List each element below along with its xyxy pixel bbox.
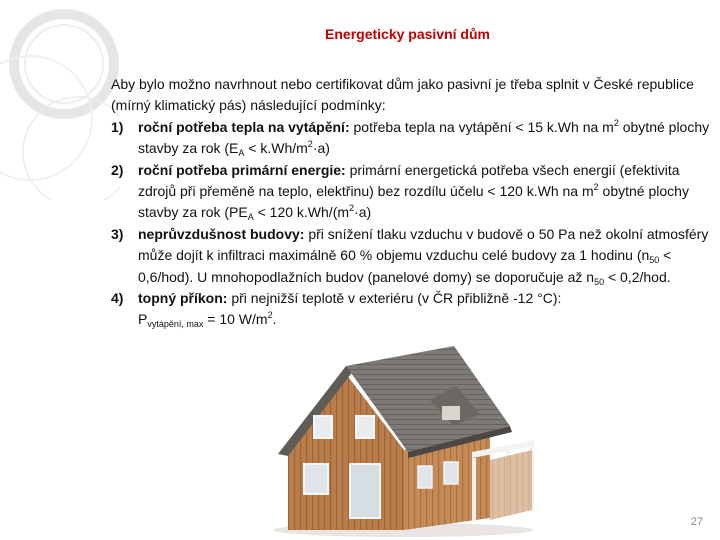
condition-term: neprůvzdušnost budovy:: [138, 225, 305, 242]
condition-text: při nejnižší teplotě v exteriéru (v ČR přibližně -12 °C):: [227, 290, 562, 307]
superscript-2: 2: [267, 310, 273, 321]
condition-term: topný příkon:: [138, 290, 228, 307]
condition-text: potřeba tepla na vytápění < 15 k.Wh na m: [349, 118, 614, 135]
superscript-2: 2: [307, 139, 313, 150]
condition-text: při snížení tlaku vzduchu v budově o 50 Pa než okolní atmosféry může dojít k infiltraci maximálně 60 % objemu vzduchu celé budovy za 1 hodinu (n: [138, 225, 709, 264]
superscript-2: 2: [613, 117, 619, 128]
house-illustration: [258, 340, 538, 538]
conditions-list: [111, 117, 711, 331]
condition-text: < 0,6/hod). U mnohopodlažních budov (panelové domy) se doporučuje až n: [138, 247, 672, 285]
condition-item-4: [111, 288, 711, 331]
page-number: 27: [690, 516, 703, 528]
condition-term: roční potřeba primární energie:: [138, 161, 346, 178]
subscript-a: A: [238, 148, 245, 159]
condition-item-2: [111, 160, 711, 224]
subscript-a: A: [247, 212, 254, 223]
item-number: 1): [111, 118, 124, 135]
condition-item-1: [111, 117, 711, 160]
condition-text: .: [272, 311, 277, 328]
formula-subscript: vytápění, max: [147, 319, 204, 330]
condition-text: obytné plochy stavby za rok (PE: [138, 183, 689, 221]
formula-symbol: P: [138, 311, 148, 328]
intro-paragraph: Aby bylo možno navrhnout nebo certifikovat dům jako pasivní je třeba splnit v České republice (mírný klimatický pás) následující podmínky:: [111, 76, 694, 114]
condition-text: < 120 k.Wh/(m: [253, 204, 350, 221]
condition-text: < k.Wh/m: [244, 140, 308, 157]
condition-text: ·a): [312, 140, 330, 157]
condition-term: roční potřeba tepla na vytápění:: [138, 118, 350, 135]
condition-text: primární energetická potřeba všech energií (efektivita zdrojů při přeměně na teplo, elektřinu) bez rozdílu účelu < 120 k.Wh na m: [138, 161, 680, 200]
condition-text: = 10 W/m: [203, 311, 268, 328]
subscript-50: 50: [649, 255, 660, 266]
condition-text: < 0,2/hod.: [604, 268, 671, 285]
superscript-2: 2: [349, 203, 355, 214]
slide-content: [111, 74, 711, 331]
page-title: Energeticky pasivní dům: [325, 26, 490, 42]
item-number: 2): [111, 161, 124, 178]
item-number: 3): [111, 225, 124, 242]
subscript-50: 50: [594, 276, 605, 287]
condition-item-3: [111, 224, 711, 288]
item-number: 4): [111, 290, 124, 307]
condition-text: ·a): [354, 204, 372, 221]
superscript-2: 2: [593, 182, 599, 193]
condition-text: obytné plochy stavby za rok (E: [138, 118, 710, 157]
